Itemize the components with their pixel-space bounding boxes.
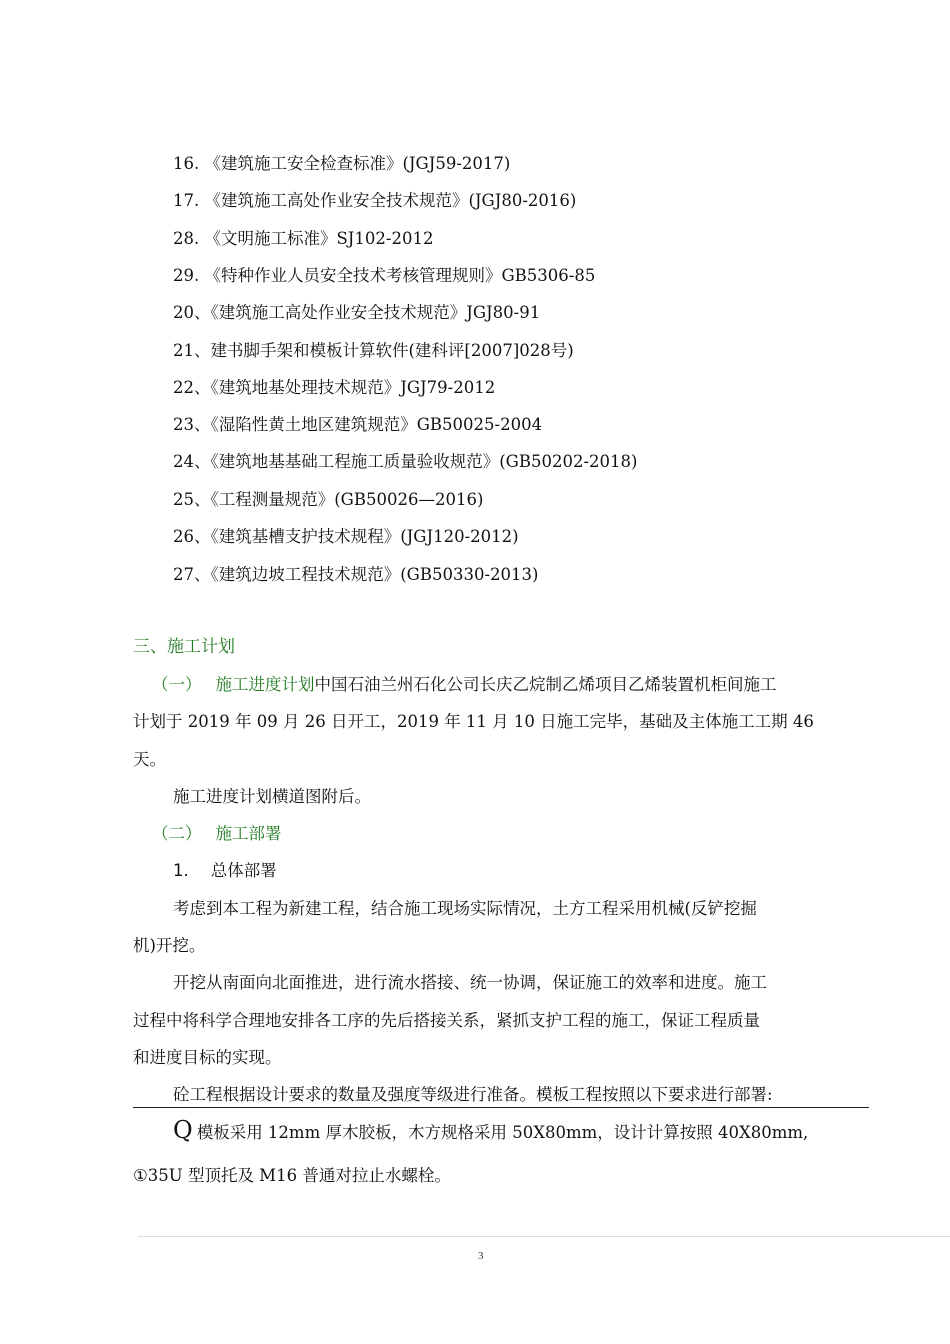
reference-item: 23、《湿陷性黄土地区建筑规范》GB50025-2004	[173, 415, 543, 434]
subsection-1-title: 施工进度计划	[215, 675, 315, 694]
reference-item: 26、《建筑基槽支护技术规程》(JGJ120-2012)	[173, 527, 519, 546]
paragraph-line: ①35U 型顶托及 M16 普通对拉止水螺栓。	[133, 1166, 451, 1185]
reference-item: 24、《建筑地基基础工程施工质量验收规范》(GB50202-2018)	[173, 452, 638, 471]
subsection-1-line	[152, 675, 777, 695]
item-1-number: 1.	[173, 861, 189, 880]
subsection-1-text: 中国石油兰州石化公司长庆乙烷制乙烯项目乙烯装置机柜间施工	[314, 675, 777, 694]
subsection-1-number: （一）	[152, 675, 202, 694]
reference-item: 21、建书脚手架和模板计算软件(建科评[2007]028号)	[173, 341, 574, 360]
reference-item: 22、《建筑地基处理技术规范》JGJ79-2012	[173, 378, 496, 397]
reference-item: 16. 《建筑施工安全检查标准》(JGJ59-2017)	[173, 154, 511, 173]
paragraph-line: 和进度目标的实现。	[133, 1048, 282, 1067]
paragraph-line: 考虑到本工程为新建工程，结合施工现场实际情况，土方工程采用机械(反铲挖掘	[173, 899, 757, 918]
reference-item: 29. 《特种作业人员安全技术考核管理规则》GB5306-85	[173, 266, 596, 285]
paragraph-line: 计划于 2019 年 09 月 26 日开工，2019 年 11 月 10 日施工完毕，基础及主体施工工期 46	[133, 712, 814, 731]
paragraph-line: 砼工程根据设计要求的数量及强度等级进行准备。模板工程按照以下要求进行部署:	[173, 1085, 773, 1104]
paragraph-line: 过程中将科学合理地安排各工序的先后搭接关系，紧抓支护工程的施工，保证工程质量	[133, 1011, 760, 1030]
page-number: 3	[478, 1250, 484, 1262]
item-1-line	[173, 861, 277, 881]
subsection-2-number: （二）	[152, 824, 202, 843]
reference-item: 17. 《建筑施工高处作业安全技术规范》(JGJ80-2016)	[173, 191, 577, 210]
paragraph-line: 天。	[133, 750, 166, 769]
underline-rule	[133, 1107, 869, 1108]
paragraph-line: 施工进度计划横道图附后。	[173, 787, 371, 806]
item-1-title: 总体部署	[210, 861, 277, 880]
paragraph-line	[173, 1116, 809, 1144]
paragraph-line: 机)开挖。	[133, 936, 206, 955]
reference-item: 27、《建筑边坡工程技术规范》(GB50330-2013)	[173, 565, 539, 584]
reference-item: 28. 《文明施工标准》SJ102-2012	[173, 229, 434, 248]
section-heading: 三、施工计划	[133, 637, 235, 657]
reference-item: 25、《工程测量规范》(GB50026—2016)	[173, 490, 484, 509]
footer-divider	[138, 1236, 950, 1237]
subsection-2-title: 施工部署	[215, 824, 282, 843]
q-mark: Q	[173, 1116, 193, 1144]
reference-item: 20、《建筑施工高处作业安全技术规范》JGJ80-91	[173, 303, 541, 322]
subsection-2-line	[152, 824, 282, 844]
paragraph-line: 开挖从南面向北面推进，进行流水搭接、统一协调，保证施工的效率和进度。施工	[173, 973, 767, 992]
paragraph-text: 模板采用 12mm 厚木胶板，木方规格采用 50X80mm，设计计算按照 40X80mm,	[196, 1123, 809, 1142]
